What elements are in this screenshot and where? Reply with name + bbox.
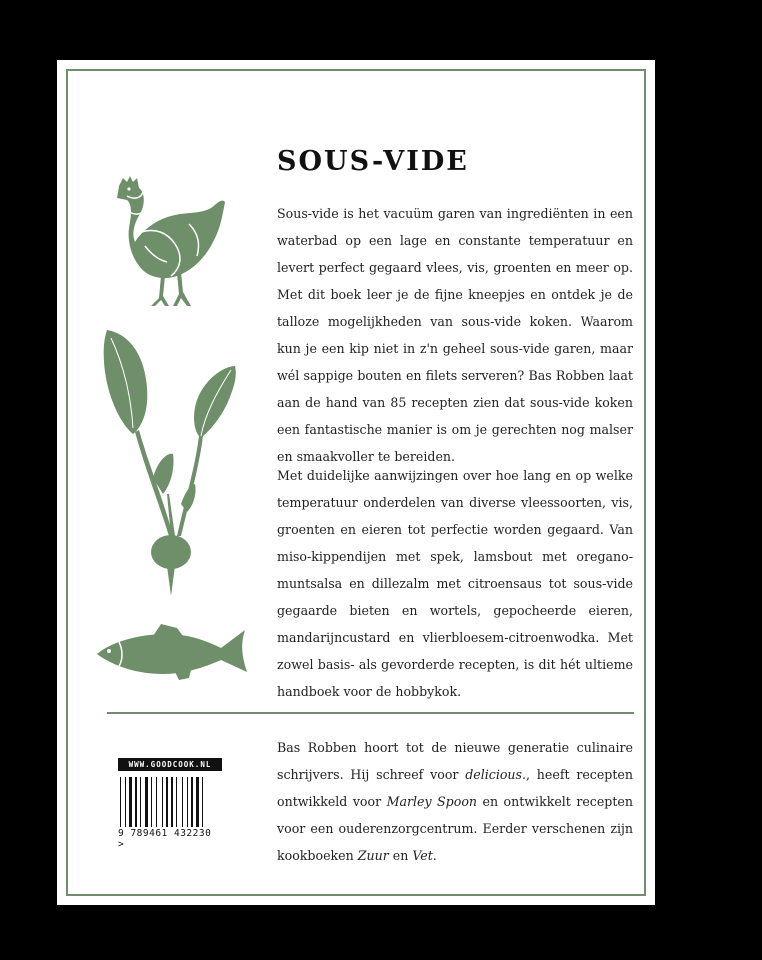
barcode-icon <box>118 777 222 827</box>
divider <box>107 712 634 714</box>
bio-text: en ontwikkelt recepten voor een ouderenzorgcentrum. Eerder verschenen zijn kookboeken <box>277 794 633 863</box>
beet-icon <box>101 328 241 608</box>
bio-italic: Zuur <box>357 848 389 863</box>
bio-text: Bas Robben hoort tot de nieuwe generatie culinaire schrijvers. Hij schreef voor <box>277 740 633 782</box>
fish-icon <box>95 622 251 680</box>
author-bio <box>277 734 633 869</box>
bio-text: . <box>432 848 437 863</box>
publisher-url: WWW.GOODCOOK.NL <box>118 758 222 771</box>
isbn-number: 9 789461 432230 > <box>118 828 212 850</box>
description-paragraph-1: Sous-vide is het vacuüm garen van ingrediënten in een waterbad op een lage en constante temperatuur en levert perfect gegaard vlees, vis, groenten en meer op. Met dit boek leer je de fijne kneepjes en ontdek je de talloze mogelijkheden van sous-vide koken. Waarom kun je een kip niet in z'n geheel sous-vide garen, maar wél sappige bouten en filets serveren? Bas Robben laat aan de hand van 85 recepten zien dat sous-vide koken een fantastische manier is om je gerechten nog malser en smaakvoller te bereiden. <box>277 206 633 464</box>
barcode-block <box>118 758 222 850</box>
bio-italic: Marley Spoon <box>386 794 478 809</box>
book-title: SOUS-VIDE <box>277 146 469 177</box>
bio-italic: Vet <box>412 848 433 863</box>
chicken-icon <box>105 172 233 312</box>
description-paragraph-2: Met duidelijke aanwijzingen over hoe lang en op welke temperatuur onderdelen van diverse vleessoorten, vis, groenten en eieren tot perfectie worden gegaard. Van miso-kippendijen met spek, lamsbout met oregano-muntsalsa en dillezalm met citroensaus tot sous-vide gegaarde bieten en wortels, gepocheerde eieren, mandarijncustard en vlierbloesem-citroenwodka. Met zowel basis- als gevorderde recepten, is dit hét ultieme handboek voor de hobbykok. <box>277 468 633 699</box>
back-cover <box>57 60 655 905</box>
bio-text: , heeft recepten ontwikkeld voor <box>277 767 633 809</box>
bio-italic: delicious. <box>465 767 527 782</box>
bio-text: en <box>388 848 413 863</box>
